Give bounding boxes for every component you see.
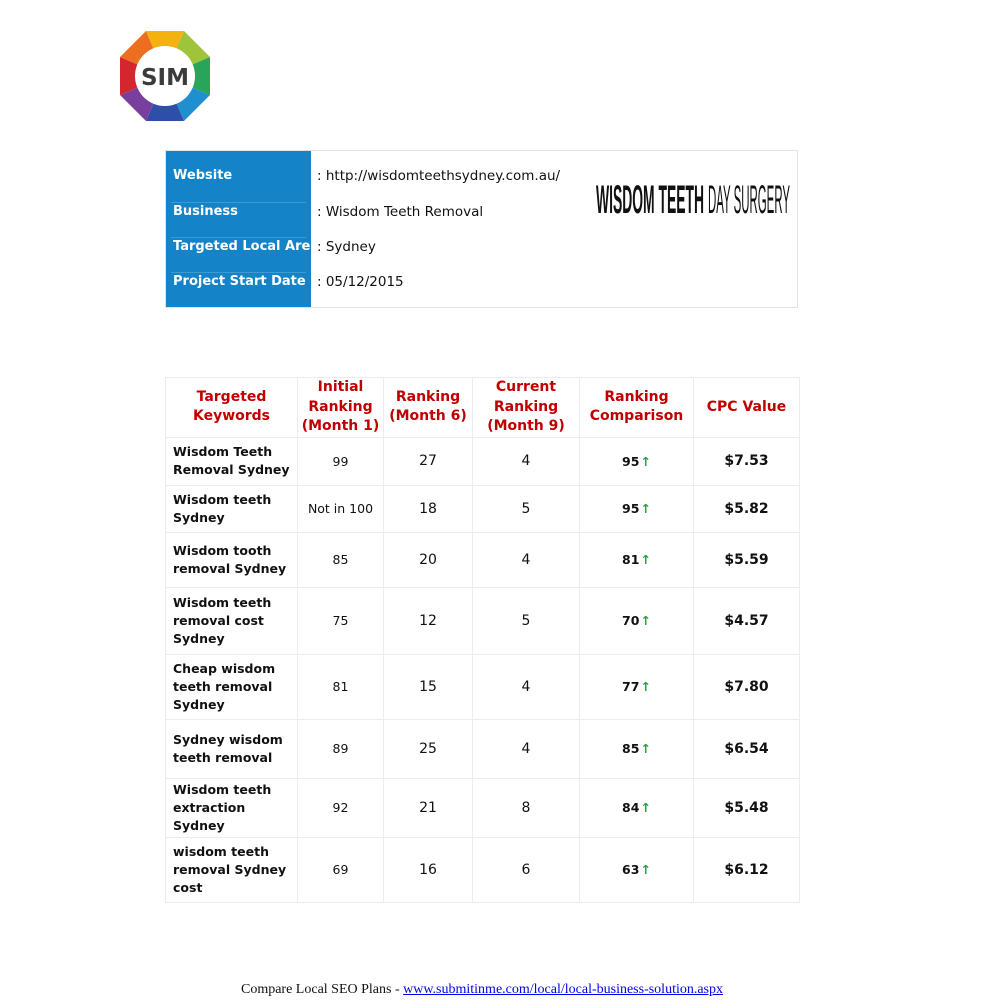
month6-ranking-cell: 15: [384, 654, 473, 719]
info-label-start-date: Project Start Date: [173, 274, 306, 289]
footer: [0, 982, 964, 998]
project-info-box: [165, 150, 798, 308]
table-row: [166, 654, 800, 719]
month6-ranking-cell: 20: [384, 532, 473, 587]
comparison-value: 63: [622, 862, 640, 877]
table-row: [166, 532, 800, 587]
header-line: Initial: [317, 379, 364, 395]
footer-link[interactable]: www.submitinme.com/local/local-business-solution.aspx: [403, 982, 724, 997]
initial-ranking-cell: 81: [298, 654, 384, 719]
keyword-line: teeth removal: [173, 749, 273, 765]
current-ranking-cell: 4: [473, 719, 580, 778]
up-arrow-icon: ↑: [640, 552, 651, 567]
brand-light-text: DAY SURGERY: [708, 178, 790, 219]
header-line: (Month 1): [301, 418, 380, 434]
up-arrow-icon: ↑: [640, 453, 651, 469]
logo-text: SIM: [140, 65, 190, 91]
header-cpc-value: [694, 378, 800, 438]
info-value-start-date: : 05/12/2015: [317, 273, 404, 290]
initial-ranking-cell: 92: [298, 778, 384, 837]
cpc-value-cell: $6.12: [694, 837, 800, 902]
initial-ranking-cell: 75: [298, 587, 384, 654]
ranking-comparison-cell: [580, 437, 694, 485]
keyword-line: removal cost: [173, 612, 264, 628]
table-row: [166, 587, 800, 654]
current-ranking-cell: 4: [473, 437, 580, 485]
current-ranking-cell: 5: [473, 587, 580, 654]
info-label-area: Targeted Local Area: [173, 239, 320, 254]
header-line: (Month 6): [389, 408, 467, 425]
comparison-value: 84: [622, 800, 640, 815]
up-arrow-icon: ↑: [640, 501, 651, 516]
month6-ranking-cell: 18: [384, 485, 473, 532]
header-line: (Month 9): [487, 418, 565, 434]
header-current-ranking: [473, 378, 580, 438]
info-value-area: : Sydney: [317, 238, 376, 255]
keyword-line: Removal Sydney: [173, 462, 290, 477]
up-arrow-icon: ↑: [640, 800, 651, 815]
keyword-line: Sydney: [173, 696, 225, 712]
ranking-comparison-cell: [580, 719, 694, 778]
keyword-cell: [166, 532, 298, 587]
month6-ranking-cell: 25: [384, 719, 473, 778]
header-line: Targeted: [196, 388, 267, 405]
header-month6-ranking: [384, 378, 473, 438]
info-row-start-date: [166, 264, 797, 299]
current-ranking-cell: 6: [473, 837, 580, 902]
info-row-area: [166, 229, 797, 264]
cpc-value-cell: $4.57: [694, 587, 800, 654]
initial-ranking-cell: Not in 100: [298, 485, 384, 532]
header-line: Comparison: [589, 408, 684, 425]
keyword-line: extraction Sydney: [173, 799, 246, 833]
month6-ranking-cell: 16: [384, 837, 473, 902]
keyword-line: Wisdom tooth: [173, 542, 272, 558]
header-line: Keywords: [192, 408, 271, 425]
client-brand-logo: [596, 169, 791, 219]
up-arrow-icon: ↑: [640, 679, 651, 694]
keyword-line: teeth removal: [173, 678, 273, 694]
keyword-line: Wisdom teeth: [173, 491, 272, 507]
header-keywords: [166, 378, 298, 438]
initial-ranking-cell: 69: [298, 837, 384, 902]
up-arrow-icon: ↑: [640, 613, 651, 628]
current-ranking-cell: 4: [473, 654, 580, 719]
table-row: [166, 719, 800, 778]
keyword-line: Sydney wisdom: [173, 731, 283, 747]
ranking-comparison-cell: [580, 587, 694, 654]
month6-ranking-cell: 12: [384, 587, 473, 654]
cpc-value-cell: $5.82: [694, 485, 800, 532]
table-row: [166, 437, 800, 485]
header-initial-ranking: [298, 378, 384, 438]
comparison-value: 77: [622, 679, 640, 694]
brand-wordmark: [596, 169, 791, 219]
brand-bold-text: WISDOM TEETH: [596, 178, 704, 219]
keyword-line: cost: [173, 879, 203, 895]
table-row: [166, 485, 800, 532]
up-arrow-icon: ↑: [640, 741, 651, 756]
keyword-cell: [166, 587, 298, 654]
keyword-cell: [166, 719, 298, 778]
ranking-comparison-cell: [580, 654, 694, 719]
keyword-cell: [166, 485, 298, 532]
current-ranking-cell: 8: [473, 778, 580, 837]
current-ranking-cell: 5: [473, 485, 580, 532]
header-line: Ranking: [308, 398, 373, 415]
table-body: [166, 437, 800, 902]
ranking-comparison-cell: [580, 778, 694, 837]
keyword-line: wisdom teeth: [173, 843, 269, 859]
month6-ranking-cell: 27: [384, 437, 473, 485]
initial-ranking-cell: 89: [298, 719, 384, 778]
ranking-comparison-cell: [580, 532, 694, 587]
info-label-business: Business: [173, 204, 238, 219]
keyword-cell: [166, 654, 298, 719]
header-ranking-comparison: [580, 378, 694, 438]
table-row: [166, 778, 800, 837]
footer-text: Compare Local SEO Plans -: [240, 982, 404, 997]
cpc-value-cell: $7.53: [694, 437, 800, 485]
keyword-line: removal Sydney: [173, 861, 287, 877]
keyword-line: Wisdom teeth: [173, 594, 272, 610]
keyword-line: Wisdom teeth: [173, 781, 272, 797]
keyword-cell: [166, 437, 298, 485]
comparison-value: 95: [622, 501, 640, 516]
comparison-value: 81: [622, 552, 640, 567]
month6-ranking-cell: 21: [384, 778, 473, 837]
table-header-row: [166, 378, 800, 438]
sim-logo: [120, 31, 210, 121]
info-value-website: : http://wisdomteethsydney.com.au/: [317, 167, 561, 184]
initial-ranking-cell: 85: [298, 532, 384, 587]
table-row: [166, 837, 800, 902]
cpc-value-cell: $7.80: [694, 654, 800, 719]
ranking-comparison-cell: [580, 485, 694, 532]
comparison-value: 70: [622, 613, 640, 628]
keyword-line: Sydney: [173, 509, 225, 525]
rankings-table: [165, 377, 800, 903]
keyword-cell: [166, 778, 298, 837]
sim-logo-icon: [120, 31, 210, 121]
header-line: Ranking: [493, 398, 559, 415]
info-label-website: Website: [173, 168, 233, 183]
cpc-value-cell: $5.48: [694, 778, 800, 837]
current-ranking-cell: 4: [473, 532, 580, 587]
comparison-value: 95: [622, 453, 640, 469]
keyword-line: Cheap wisdom: [173, 660, 276, 676]
header-line: CPC Value: [706, 398, 787, 415]
comparison-value: 85: [622, 741, 640, 756]
keyword-cell: [166, 837, 298, 902]
header-line: Ranking: [395, 388, 461, 405]
initial-ranking-cell: 99: [298, 437, 384, 485]
keyword-line: Wisdom Teeth: [173, 444, 273, 459]
up-arrow-icon: ↑: [640, 862, 651, 877]
header-line: Ranking: [604, 388, 669, 405]
header-line: Current: [495, 379, 557, 395]
cpc-value-cell: $5.59: [694, 532, 800, 587]
cpc-value-cell: $6.54: [694, 719, 800, 778]
ranking-comparison-cell: [580, 837, 694, 902]
keyword-line: removal Sydney: [173, 560, 287, 576]
keyword-line: Sydney: [173, 630, 225, 646]
info-value-business: : Wisdom Teeth Removal: [317, 203, 484, 220]
